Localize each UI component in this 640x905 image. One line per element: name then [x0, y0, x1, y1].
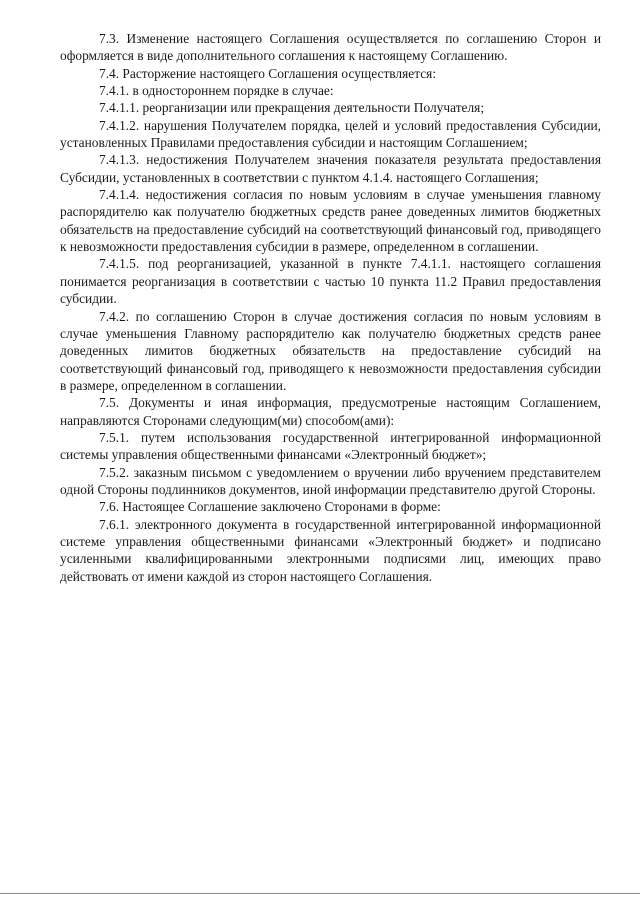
paragraph-7-4-1: 7.4.1. в одностороннем порядке в случае:	[99, 83, 334, 99]
paragraph-7-5: 7.5. Документы и иная информация, предусмотреные настоящим Соглашением, направляются Сторонами следующим(ми) способом(ами):	[60, 395, 601, 428]
paragraph-7-6: 7.6. Настоящее Соглашение заключено Сторонами в форме:	[99, 499, 441, 515]
document-body	[60, 30, 601, 585]
paragraph-7-4: 7.4. Расторжение настоящего Соглашения осуществляется:	[99, 65, 437, 81]
page-bottom-rule	[0, 893, 640, 894]
paragraph-7-4-2: 7.4.2. по соглашению Сторон в случае достижения согласия по новым условиям в случае уменьшения Главному распорядителю как получателю бюджетных средств ранее доведенных лимитов бюджетных обязательств на предоставление субсидий на соответствующий финансовый год, приводящего к невозможности предоставления субсидии в размере, определенном в соглашении.	[60, 308, 601, 393]
paragraph-7-4-1-5: 7.4.1.5. под реорганизацией, указанной в пункте 7.4.1.1. настоящего соглашения понимается реорганизация в соответствии с частью 10 пункта 11.2 Правил предоставления субсидии.	[60, 256, 601, 307]
paragraph-7-4-1-1: 7.4.1.1. реорганизации или прекращения деятельности Получателя;	[99, 100, 485, 116]
paragraph-7-6-1: 7.6.1. электронного документа в государственной интегрированной информационной системе управления общественными финансами «Электронный бюджет» и подписано усиленными квалифицированными электронными подписями лиц, имеющих право действовать от имени каждой из сторон настоящего Соглашения.	[60, 516, 601, 584]
paragraph-7-4-1-2: 7.4.1.2. нарушения Получателем порядка, целей и условий предоставления Субсидии, установленных Правилами предоставления субсидии и настоящим Соглашением;	[60, 117, 601, 151]
paragraph-7-4-1-4: 7.4.1.4. недостижения согласия по новым условиям в случае уменьшения главному распорядителю как получателю бюджетных средств ранее доведенных лимитов бюджетных обязательств на предоставление субсидий на соответствующий финансовый год, приводящего к невозможности предоставления субсидии в размере, определенном в соглашении.	[60, 187, 601, 255]
paragraph-7-5-1: 7.5.1. путем использования государственной интегрированной информационной системы управления общественными финансами «Электронный бюджет»;	[60, 429, 601, 463]
paragraph-7-3: 7.3. Изменение настоящего Соглашения осуществляется по соглашению Сторон и оформляется в виде дополнительного соглашения к настоящему Соглашению.	[60, 31, 601, 64]
paragraph-7-5-2: 7.5.2. заказным письмом с уведомлением о вручении либо вручением представителем одной Стороны подлинников документов, иной информации представителю другой Стороны.	[60, 464, 601, 497]
paragraph-7-4-1-3: 7.4.1.3. недостижения Получателем значения показателя результата предоставления Субсидии, установленных в соответствии с пунктом 4.1.4. настоящего Соглашения;	[60, 152, 601, 185]
